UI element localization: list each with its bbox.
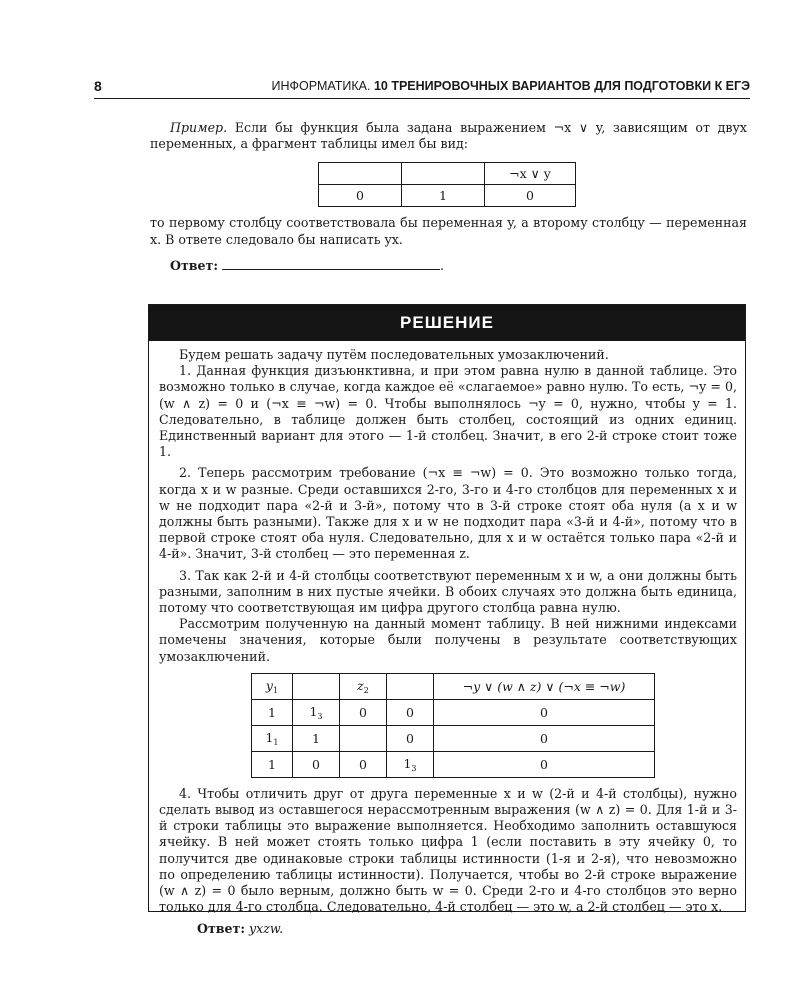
table-cell	[252, 725, 293, 751]
table-cell	[293, 751, 340, 777]
table-cell	[402, 163, 485, 185]
page-number: 8	[94, 78, 102, 94]
cell-value: 1	[268, 756, 276, 772]
table-cell	[319, 163, 402, 185]
cell-value: 0	[359, 704, 367, 720]
answer-end: .	[440, 257, 445, 273]
solution-step-4: 4. Чтобы отличить друг от друга переменные x и w (2-й и 4-й столбцы), нужно сделать вывод из оставшегося нерассмотренным выражения (w ∧ z) = 0. Для 1-й и 3-й строки таблицы это выражение выполняется. Необходимо заполнить оставшуюся ячейку. В ней может стоять только цифра 1 (если поставить в эту ячейку 0, то получится две одинаковые строки таблицы истинности (1-я и 2-я), что невозможно по определению таблицы истинности). Получается, чтобы во 2-й строке выражение (w ∧ z) = 0 было верным, должно быть w = 0. Среди 2-го и 4-го столбцов это верно только для 4-го столбца. Следовательно, 4-й столбец — это w, а 2-й столбец — это x.	[159, 785, 737, 915]
cell-value: 1	[268, 704, 276, 720]
table-cell	[434, 751, 655, 777]
table-cell	[387, 673, 434, 699]
table-cell	[387, 699, 434, 725]
table-row	[252, 699, 655, 725]
running-title-prefix: ИНФОРМАТИКА.	[271, 79, 371, 93]
table-row	[319, 163, 576, 185]
solution-step-3: 3. Так как 2-й и 4-й столбцы соответствуют переменным x и w, а они должны быть разными, заполним в них пустые ячейки. В обоих случаях это должна быть единица, потому что соответствующая им цифра другого столбца равна нулю.	[159, 567, 737, 616]
table-cell	[293, 673, 340, 699]
table-row	[319, 185, 576, 207]
solution-title: РЕШЕНИЕ	[149, 305, 745, 341]
solution-body	[159, 347, 737, 938]
cell-value: 1	[265, 729, 274, 745]
solution-box	[148, 304, 746, 937]
solution-answer-value: yxzw.	[249, 921, 284, 937]
table-row	[252, 751, 655, 777]
cell-subscript: 3	[411, 763, 417, 773]
table-cell	[252, 751, 293, 777]
truth-table	[251, 673, 655, 778]
table-cell	[340, 751, 387, 777]
answer-blank	[170, 258, 747, 274]
cell-subscript: 1	[272, 685, 279, 695]
solution-step-2: 2. Теперь рассмотрим требование (¬x ≡ ¬w) = 0. Это возможно только тогда, когда x и w разные. Среди оставшихся 2-го, 3-го и 4-го столбцов для переменных x и w не подходит пара «2-й и 3-й», потому что в 3-й строке стоят оба нуля (а x и w должны быть разными). Также для x и w не подходит пара «3-й и 4-й», потому что в первой строке стоят оба нуля. Следовательно, для x и w остаётся только пара «2-й и 4-й». Значит, 3-й столбец — это переменная z.	[159, 465, 737, 562]
example-text: Если бы функция была задана выражением ¬x ∨ y, зависящим от двух переменных, а фрагмент таблицы имел бы вид:	[150, 120, 747, 152]
cell-subscript: 2	[363, 685, 369, 695]
table-cell	[434, 673, 655, 699]
table-cell: 0	[319, 185, 402, 207]
cell-value: 1	[309, 703, 318, 719]
table-cell	[434, 699, 655, 725]
table-cell	[293, 699, 340, 725]
example-after: то первому столбцу соответствовала бы переменная y, а второму столбцу — переменная x. В ответе следовало бы написать yx.	[150, 215, 747, 247]
table-cell	[387, 751, 434, 777]
cell-value: 1	[312, 730, 320, 746]
table-cell	[252, 673, 293, 699]
answer-label: Ответ:	[170, 257, 218, 273]
solution-answer-label: Ответ:	[197, 921, 245, 937]
table-cell	[252, 699, 293, 725]
cell-value: 0	[312, 756, 320, 772]
table-cell	[293, 725, 340, 751]
answer-line	[222, 259, 440, 270]
cell-value: y	[265, 677, 273, 693]
running-title	[272, 79, 750, 93]
solution-step-1: 1. Данная функция дизъюнктивна, и при этом равна нулю в данной таблице. Это возможно только в случае, когда каждое её «слагаемое» равно нулю. То есть, ¬y = 0, (w ∧ z) = 0 и (¬x ≡ ¬w) = 0. Чтобы выполнялось ¬y = 0, нужно, чтобы y = 1. Следовательно, в таблице должен быть столбец, состоящий из одних единиц. Единственный вариант для этого — 1-й столбец. Значит, в его 2-й строке стоит тоже 1.	[159, 363, 737, 460]
example-section	[150, 120, 747, 274]
solution-table-intro: Рассмотрим полученную на данный момент таблицу. В ней нижними индексами помечены значения, которые были получены в результате соответствующих умозаключений.	[159, 616, 737, 664]
cell-value: 0	[359, 756, 367, 772]
cell-value: 0	[406, 730, 414, 746]
cell-subscript: 3	[317, 711, 323, 721]
running-title-main: 10 ТРЕНИРОВОЧНЫХ ВАРИАНТОВ ДЛЯ ПОДГОТОВКИ К ЕГЭ	[373, 79, 750, 93]
cell-value: 1	[403, 755, 412, 771]
solution-answer	[197, 921, 737, 937]
table-header-row	[252, 673, 655, 699]
cell-value: 0	[540, 730, 548, 746]
table-cell	[340, 725, 387, 751]
cell-value: ¬y ∨ (w ∧ z) ∨ (¬x ≡ ¬w)	[462, 678, 626, 694]
example-table	[318, 162, 576, 207]
solution-intro: Будем решать задачу путём последовательных умозаключений.	[179, 347, 609, 362]
cell-value: 0	[540, 704, 548, 720]
table-cell: 0	[485, 185, 576, 207]
table-cell	[340, 699, 387, 725]
cell-value: z	[357, 677, 364, 693]
table-cell	[340, 673, 387, 699]
cell-value: 0	[406, 704, 414, 720]
table-header-cell: ¬x ∨ y	[485, 163, 576, 185]
cell-subscript: 1	[273, 737, 279, 747]
table-cell	[387, 725, 434, 751]
example-paragraph	[150, 120, 747, 152]
table-cell: 1	[402, 185, 485, 207]
cell-value: 0	[540, 756, 548, 772]
page-header	[94, 76, 750, 99]
table-cell	[434, 725, 655, 751]
table-row	[252, 725, 655, 751]
example-lead: Пример.	[170, 120, 228, 135]
